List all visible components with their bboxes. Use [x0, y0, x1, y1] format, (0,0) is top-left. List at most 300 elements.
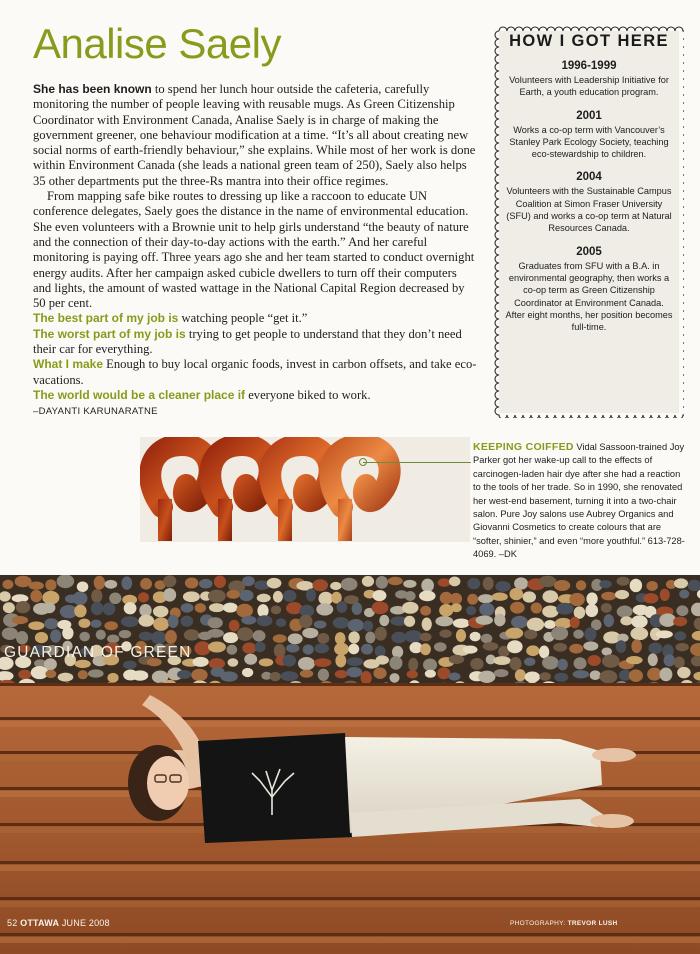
pebble: [656, 630, 673, 638]
pebble: [88, 669, 104, 677]
pebble: [375, 627, 387, 641]
pebble: [163, 575, 176, 587]
qa-question: The world would be a cleaner place if: [33, 387, 246, 402]
pebble: [138, 592, 149, 602]
pebble: [435, 616, 453, 626]
pebble: [207, 629, 224, 638]
pebble: [676, 643, 689, 651]
pebble: [78, 670, 88, 679]
pebble: [539, 576, 557, 587]
pebble: [620, 616, 632, 625]
pebble: [420, 606, 431, 616]
pebble: [586, 592, 597, 605]
pebble: [479, 603, 494, 616]
pebble: [404, 616, 415, 627]
pebble: [348, 619, 364, 632]
pebble: [283, 590, 296, 602]
pebble: [255, 642, 266, 653]
pebble: [180, 616, 193, 627]
pebble: [391, 632, 406, 643]
pebble: [306, 588, 316, 601]
pebble: [376, 576, 388, 589]
pebble: [199, 579, 213, 589]
pebble: [16, 601, 31, 613]
pebble: [514, 577, 528, 589]
pebble: [192, 657, 208, 667]
pebble: [361, 644, 373, 655]
lead-in: She has been known: [33, 82, 152, 96]
pebble: [242, 668, 253, 677]
blurb-body: Vidal Sassoon-trained Joy Parker got her wake-up call to the effects of carcinogen-laden hair dye after she had a reaction to the tools of her trade. So in 1990, she renovated her west-end basement, turning it into a two-chair salon. Pure Joy salons use Aubrey Organics and Giovanni Cosmetics to create colours that are “softer, shinier,” and even “more youthful.” 613-728-4069. –DK: [473, 442, 685, 560]
pebble: [96, 630, 106, 640]
pebble: [553, 643, 567, 652]
pebble: [470, 658, 483, 670]
pebble: [12, 594, 29, 602]
pebble: [554, 673, 568, 682]
pebble: [389, 656, 402, 670]
timeline-year: 2005: [576, 245, 602, 258]
pebble: [314, 620, 327, 628]
qa-answer: Enough to buy local organic foods, invest in carbon offsets, and take eco-vacations.: [33, 357, 477, 387]
pebble: [312, 579, 328, 591]
pebble: [673, 617, 687, 627]
pebble: [664, 654, 676, 666]
pebble: [483, 577, 494, 590]
pebble: [524, 658, 535, 667]
pebble: [448, 673, 460, 681]
qa-question: What I make: [33, 357, 104, 372]
pebble: [419, 590, 436, 601]
pebble: [333, 617, 350, 628]
pebble: [12, 616, 28, 624]
pebble: [470, 632, 481, 642]
timeline-entry: [504, 60, 674, 99]
pebble: [90, 620, 101, 628]
pebble: [74, 605, 86, 618]
pebble: [522, 591, 536, 602]
pebble: [647, 668, 662, 681]
pebble: [375, 646, 386, 658]
pebble: [257, 594, 271, 603]
pebble: [361, 671, 372, 685]
pebble: [316, 603, 333, 615]
pebble: [515, 669, 526, 681]
pebble: [576, 580, 586, 590]
pebble: [183, 591, 200, 602]
pebble: [602, 654, 620, 667]
pebble: [168, 615, 179, 628]
pebble: [363, 621, 373, 632]
pebble: [317, 633, 329, 644]
pebble: [94, 576, 105, 590]
timeline-year: 1996-1999: [561, 60, 617, 72]
pebble: [372, 590, 386, 601]
pebble: [509, 588, 523, 600]
pebble: [450, 593, 462, 605]
pebble: [223, 632, 238, 643]
pebble: [227, 658, 238, 667]
pebble: [181, 603, 194, 613]
board-grain: [0, 865, 700, 871]
pebble: [494, 614, 505, 627]
pebble: [604, 614, 615, 627]
timeline-entry: [504, 171, 674, 234]
pebble: [588, 655, 601, 666]
pebble: [91, 589, 102, 603]
pebble: [335, 670, 348, 678]
pebble: [239, 590, 253, 601]
pebble: [643, 593, 658, 603]
pebble: [372, 601, 389, 614]
pebble: [584, 627, 596, 641]
pebble: [341, 578, 358, 591]
pebble: [271, 606, 282, 615]
pebble: [531, 602, 542, 613]
pebble: [229, 620, 240, 632]
pebble: [227, 645, 238, 655]
paragraph-1-text: to spend her lunch hour outside the cafeteria, carefully monitoring the number of people leaving with reusable mugs. As Green Citizenship Coordinator with Environment Canada, Analise Saely is in charge of making the government greener, one behaviour modification at a time. “It’s all about creating new social norms of earth-friendly behaviour,” she explains. While most of her work is done within Environment Canada (she leads a national green team of 250), Saely also helps 35 other departments put the three-Rs mantra into their office regimes.: [33, 82, 476, 188]
pebble: [626, 656, 643, 664]
pebble: [45, 670, 56, 678]
pebble: [119, 630, 132, 638]
pebble: [73, 591, 88, 605]
pebble: [267, 578, 282, 589]
face: [147, 756, 189, 810]
pebble: [282, 655, 296, 667]
pebble: [449, 576, 460, 586]
pebble: [330, 582, 341, 590]
pebble: [209, 603, 224, 612]
pebble: [220, 671, 238, 681]
pebble: [79, 632, 90, 642]
callout-line: [363, 462, 471, 463]
pebble: [208, 641, 226, 652]
pebble: [510, 657, 522, 670]
qa-question: The worst part of my job is: [33, 326, 186, 341]
pebble: [554, 580, 570, 591]
board-gap: [0, 717, 700, 720]
pebble: [165, 630, 177, 644]
pebble: [425, 670, 436, 678]
pebble: [335, 654, 346, 667]
pebble: [495, 581, 510, 592]
pebble: [214, 575, 226, 588]
pebble: [478, 671, 495, 683]
pebble: [319, 592, 334, 605]
pebble: [388, 577, 403, 586]
qa-item: [33, 327, 478, 358]
pebble: [483, 642, 499, 651]
pebble: [2, 580, 13, 589]
pebble: [151, 631, 167, 644]
pebble: [478, 594, 494, 603]
pebble: [542, 656, 559, 669]
pebble: [505, 628, 523, 639]
pebble: [556, 603, 573, 615]
pebble: [18, 670, 31, 680]
blurb-headline: KEEPING COIFFED: [473, 441, 574, 453]
pebble: [58, 673, 74, 682]
pebble: [630, 579, 642, 592]
pebble: [50, 629, 61, 642]
hair-curls-illustration: [140, 437, 470, 542]
pebble: [526, 645, 539, 656]
pebble: [373, 667, 386, 679]
board-gap: [0, 861, 700, 864]
pebble: [573, 670, 589, 678]
pebble: [405, 630, 422, 642]
pebble: [679, 589, 689, 598]
pebble: [492, 593, 508, 601]
pebble: [121, 576, 132, 590]
pebble: [153, 606, 168, 618]
pebble: [674, 631, 686, 640]
pebble: [273, 634, 287, 643]
pebble: [191, 669, 207, 681]
pebble: [346, 667, 362, 677]
pebble: [57, 575, 75, 588]
pebble: [44, 618, 58, 629]
pebble: [121, 616, 139, 627]
pebble: [78, 619, 90, 628]
timeline-year: 2004: [576, 171, 602, 184]
pebble: [493, 656, 511, 665]
pebble: [524, 630, 537, 640]
pebble: [557, 659, 567, 671]
pebble: [3, 602, 15, 613]
pebble: [185, 577, 199, 588]
pebble: [244, 654, 257, 665]
pebble: [402, 602, 419, 614]
pebble: [253, 630, 266, 641]
timeline-text: Volunteers with the Sustainable Campus Coalition at Simon Fraser University (SFU) and works a co-op term at Natural Resources Canada.: [506, 186, 672, 234]
pebble: [630, 627, 648, 640]
credit-label: PHOTOGRAPHY:: [510, 920, 566, 927]
pebble: [481, 634, 493, 644]
pebble: [616, 640, 626, 653]
pebble: [336, 601, 347, 613]
photo-title: GUARDIAN OF GREEN: [4, 644, 192, 661]
pebble: [439, 629, 451, 637]
pebble: [300, 670, 313, 678]
article-title: Analise Saely: [33, 20, 281, 67]
qa-answer: everyone biked to work.: [245, 387, 371, 402]
keeping-coiffed-blurb: [473, 441, 685, 562]
pebble: [494, 669, 509, 677]
timeline-text: Works a co-op term with Vancouver’s Stanley Park Ecology Society, teaching eco-stewardship to children.: [509, 124, 669, 160]
issue-date: JUNE 2008: [61, 918, 110, 928]
pebble: [242, 642, 256, 653]
pebble: [434, 642, 447, 651]
pebble: [273, 591, 283, 603]
pebble: [467, 578, 480, 589]
pebble: [107, 635, 119, 644]
board-gap: [0, 933, 700, 936]
pebble: [449, 655, 465, 664]
hair-curls-image: [140, 437, 470, 542]
article-body: [33, 82, 478, 420]
pebble: [463, 646, 478, 654]
pebble: [674, 656, 685, 668]
qa-question: The best part of my job is: [33, 311, 179, 326]
pebble: [30, 590, 42, 602]
timeline-text: Volunteers with Leadership Initiative for Earth, a youth education program.: [509, 75, 669, 98]
pebble: [659, 668, 672, 682]
foot: [590, 814, 634, 828]
pebble: [601, 592, 616, 601]
pebble: [314, 658, 332, 667]
portrait-photo: [0, 575, 700, 954]
pebble: [421, 579, 434, 593]
pebble: [599, 580, 612, 588]
board-grain: [0, 687, 700, 693]
pebble: [551, 626, 568, 640]
pebble: [77, 581, 89, 592]
pebble: [583, 641, 598, 650]
pebble: [617, 606, 633, 618]
photo-illustration: [0, 575, 700, 954]
pebble: [408, 658, 418, 672]
pebble: [615, 590, 629, 599]
pebble: [407, 670, 418, 678]
pebble: [389, 673, 399, 683]
pebble: [674, 578, 688, 588]
pebble: [208, 590, 226, 603]
board-gap: [0, 683, 700, 686]
foot: [592, 748, 636, 762]
pebble: [375, 655, 388, 664]
curl-3: [270, 445, 329, 541]
paragraph-2: From mapping safe bike routes to dressing up like a raccoon to educate UN conference delegates, Saely goes the distance in the name of environmental education. She even volunteers with a Brownie unit to help girls understand “the beauty of nature and the connection of their day-to-day actions with the earth.” And her careful monitoring is paying off. Three years ago she and her team started to conduct overnight energy audits. After her campaign asked cubicle dwellers to turn off their computers and lights, the amount of wasted wattage in the National Capital Region decreased by 50 per cent.: [33, 189, 475, 311]
pebble: [676, 605, 688, 616]
pebble: [574, 657, 587, 669]
pebble: [646, 581, 657, 591]
pebble: [352, 602, 362, 615]
page-number: 52: [7, 918, 18, 928]
pebble: [241, 616, 256, 625]
pebble: [476, 615, 493, 624]
pebble: [542, 606, 558, 618]
pebble: [163, 588, 176, 602]
pebble: [467, 594, 478, 605]
pebble: [62, 627, 73, 640]
timeline-text: Graduates from SFU with a B.A. in environmental geography, then works a co-op term as Green Citizenship Coordinator at Environment Canada. After eight months, her position becomes full-time.: [505, 260, 673, 333]
qa-item: [33, 388, 478, 403]
pebble: [226, 590, 240, 599]
pebble: [365, 631, 375, 643]
pebble: [242, 576, 255, 586]
pebble: [419, 633, 431, 642]
pebble: [437, 667, 450, 679]
pebble: [648, 653, 658, 666]
pebble: [617, 577, 630, 586]
timeline-entry: [504, 246, 674, 334]
pebble: [208, 617, 223, 628]
pebble: [569, 593, 585, 606]
timeline-entry: [504, 110, 674, 161]
pebble: [527, 618, 544, 632]
black-t-shirt: [198, 733, 355, 843]
pebble: [298, 657, 315, 670]
qa-item: [33, 311, 478, 326]
pebble: [132, 670, 149, 680]
pebble: [28, 621, 44, 630]
board-gap: [0, 897, 700, 900]
pebble: [439, 604, 453, 617]
pebble: [299, 615, 312, 628]
pebble: [507, 640, 523, 653]
pebble: [570, 617, 580, 628]
pebble: [2, 627, 18, 640]
pebble: [302, 628, 318, 638]
pebble: [542, 590, 558, 603]
pebble: [237, 627, 253, 641]
credit-name: TREVOR LUSH: [567, 920, 618, 927]
pebble: [140, 578, 152, 590]
pebble: [280, 671, 298, 681]
pebble: [420, 643, 431, 655]
pebble: [438, 578, 451, 586]
board-grain: [0, 901, 700, 907]
pebble: [35, 632, 48, 643]
pebble: [631, 639, 642, 653]
pebble: [223, 603, 238, 613]
byline: –DAYANTI KARUNARATNE: [33, 406, 158, 418]
qa-item: [33, 357, 478, 388]
pebble: [109, 592, 121, 604]
pebble: [43, 602, 56, 613]
pebble: [259, 658, 274, 666]
pebble: [139, 632, 153, 641]
pebble: [569, 644, 583, 654]
pebble: [314, 643, 329, 653]
pebble: [195, 603, 206, 613]
page-footer: [7, 918, 110, 928]
pebble: [539, 672, 551, 680]
pebble: [573, 630, 583, 639]
pebble: [103, 602, 116, 615]
pebble: [45, 579, 56, 590]
pebble: [456, 629, 466, 642]
pebble: [105, 580, 118, 589]
pebble: [392, 646, 403, 658]
pebble: [347, 657, 363, 666]
pebble: [423, 659, 437, 672]
magazine-name: OTTAWA: [20, 918, 60, 928]
pebble: [236, 604, 253, 618]
pebble: [660, 589, 670, 601]
pebble: [379, 615, 389, 626]
pebble: [510, 602, 525, 614]
pebble: [511, 616, 528, 628]
curl-2: [210, 445, 269, 541]
pebble: [104, 621, 118, 630]
qa-answer: trying to get people to understand that they don’t need their car for everything.: [33, 326, 462, 357]
pebble: [585, 604, 598, 617]
pebble: [466, 606, 476, 615]
pebble: [286, 644, 299, 653]
pebble: [138, 615, 154, 627]
pebble: [631, 615, 647, 628]
board-grain: [0, 937, 700, 943]
pebble: [107, 673, 118, 683]
pebble: [405, 591, 416, 601]
pebble: [318, 669, 329, 681]
qa-answer: watching people “get it.”: [178, 311, 308, 326]
pebble: [525, 671, 541, 682]
pebble: [16, 631, 28, 644]
timeline-sidebar: [494, 26, 684, 418]
